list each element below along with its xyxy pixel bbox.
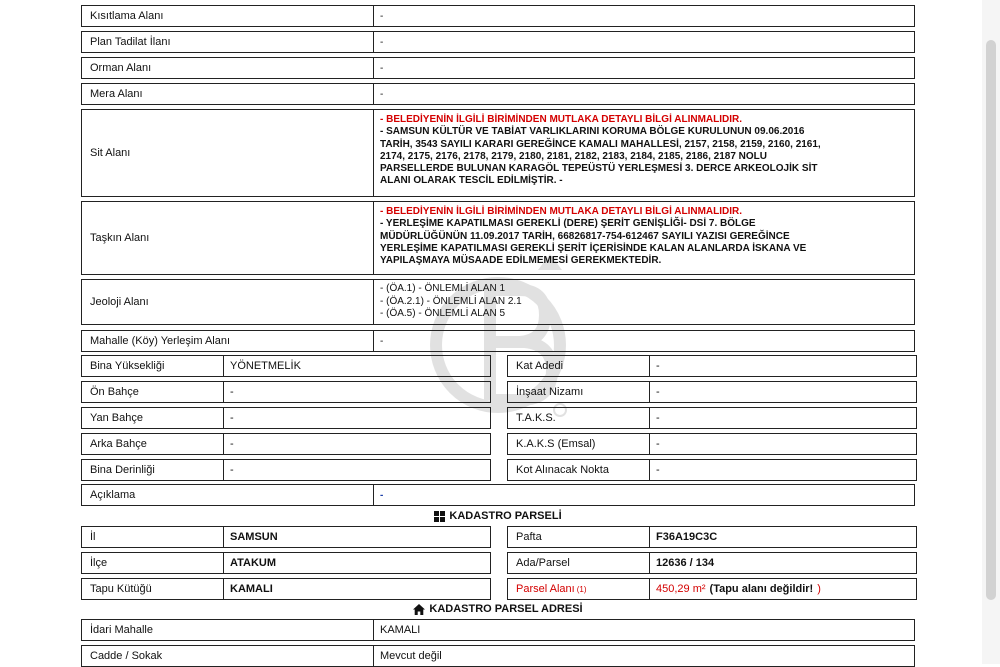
cell-kaks	[507, 433, 917, 455]
cell-ilce	[81, 552, 491, 574]
parsel-alani-note: (Tapu alanı değildir!	[709, 583, 814, 595]
label-yan-bahce: Yan Bahçe	[82, 408, 224, 428]
row-mahalle	[81, 330, 915, 352]
row-sit	[81, 109, 915, 197]
section-title: KADASTRO PARSELİ	[449, 510, 562, 522]
cell-taks	[507, 407, 917, 429]
sit-line: TARİH, 3543 SAYILI KARARI GEREĞİNCE KAMALI MAHALLESİ, 2157, 2158, 2159, 2160, 2161,	[380, 138, 821, 150]
cell-arka-bahce	[81, 433, 491, 455]
label-taks: T.A.K.S.	[508, 408, 650, 428]
value-mahalle: -	[380, 335, 384, 347]
label-sit: Sit Alanı	[82, 110, 374, 196]
sit-line: ALANI OLARAK TESCİL EDİLMİŞTİR. -	[380, 175, 563, 187]
sit-line: - SAMSUN KÜLTÜR VE TABİAT VARLIKLARINI KORUMA BÖLGE KURULUNUN 09.06.2016	[380, 126, 805, 138]
value-pafta: F36A19C3C	[656, 531, 718, 543]
parsel-alani-text: Parsel Alanı	[516, 583, 575, 595]
row-orman	[81, 57, 915, 79]
label-kisitlama: Kısıtlama Alanı	[82, 6, 374, 26]
row-aciklama	[81, 484, 915, 506]
jeoloji-line: - (ÖA.1) - ÖNLEMLİ ALAN 1	[380, 283, 506, 294]
label-mera: Mera Alanı	[82, 84, 374, 104]
cell-bina-derinligi	[81, 459, 491, 481]
value-kaks: -	[656, 438, 660, 450]
value-plan-tadilat: -	[380, 36, 384, 48]
row-jeoloji	[81, 279, 915, 325]
label-il: İl	[82, 527, 224, 547]
section-kadastro-parseli	[81, 507, 915, 525]
label-idari-mahalle: İdari Mahalle	[82, 620, 374, 640]
taskin-warning: - BELEDİYENİN İLGİLİ BİRİMİNDEN MUTLAKA DETAYLI BİLGİ ALINMALIDIR.	[380, 206, 743, 217]
value-parsel-alani	[650, 579, 916, 599]
cell-tapu-kutugu	[81, 578, 491, 600]
label-mahalle: Mahalle (Köy) Yerleşim Alanı	[82, 331, 374, 351]
label-arka-bahce: Arka Bahçe	[82, 434, 224, 454]
value-ilce: ATAKUM	[230, 557, 277, 569]
jeoloji-line: - (ÖA.2.1) - ÖNLEMLİ ALAN 2.1	[380, 295, 522, 307]
cell-bina-yuksekligi	[81, 355, 491, 377]
grid-icon	[434, 511, 445, 522]
taskin-line: YAPILAŞMAYA MÜSAADE EDİLMEMESİ GEREKMEKTEDİR.	[380, 255, 662, 267]
label-tapu-kutugu: Tapu Kütüğü	[82, 579, 224, 599]
value-kot-alinacak-nokta: -	[656, 464, 660, 476]
parsel-alani-close: )	[817, 583, 821, 595]
value-idari-mahalle: KAMALI	[380, 624, 421, 636]
section-title: KADASTRO PARSEL ADRESİ	[429, 603, 583, 615]
scrollbar-track[interactable]	[982, 0, 1000, 664]
row-taskin	[81, 201, 915, 275]
value-aciklama: -	[380, 489, 384, 501]
cell-yan-bahce	[81, 407, 491, 429]
cell-kat-adedi	[507, 355, 917, 377]
value-orman: -	[380, 62, 384, 74]
row-plan-tadilat	[81, 31, 915, 53]
value-bina-yuksekligi: YÖNETMELİK	[230, 360, 301, 372]
taskin-line: MÜDÜRLÜĞÜNÜN 11.09.2017 TARİH, 66826817-754-612467 SAYILI YAZISI GEREĞİNCE	[380, 230, 790, 242]
label-kaks: K.A.K.S (Emsal)	[508, 434, 650, 454]
parsel-alani-value: 450,29 m²	[656, 583, 706, 595]
value-yan-bahce: -	[230, 412, 234, 424]
cell-insaat-nizami	[507, 381, 917, 403]
cell-pafta	[507, 526, 917, 548]
label-kot-alinacak-nokta: Kot Alınacak Nokta	[508, 460, 650, 480]
value-sit	[374, 110, 914, 196]
value-ada-parsel: 12636 / 134	[656, 557, 715, 569]
sit-line: PARSELLERDE BULUNAN KARAGÖL TEPEÜSTÜ YERLEŞMESİ 3. DERCE ARKEOLOJİK SİT	[380, 163, 818, 175]
value-bina-derinligi: -	[230, 464, 234, 476]
jeoloji-line: - (ÖA.5) - ÖNLEMLİ ALAN 5	[380, 308, 506, 319]
cell-ada-parsel	[507, 552, 917, 574]
scrollbar-thumb[interactable]	[986, 40, 996, 600]
label-on-bahce: Ön Bahçe	[82, 382, 224, 402]
cell-kot-alinacak-nokta	[507, 459, 917, 481]
row-idari-mahalle	[81, 619, 915, 641]
cell-on-bahce	[81, 381, 491, 403]
value-arka-bahce: -	[230, 438, 234, 450]
label-plan-tadilat: Plan Tadilat İlanı	[82, 32, 374, 52]
value-taks: -	[656, 412, 660, 424]
sit-line: 2174, 2175, 2176, 2178, 2179, 2180, 2181, 2182, 2183, 2184, 2185, 2186, 2187 NOLU	[380, 150, 767, 162]
value-mera: -	[380, 88, 384, 100]
value-jeoloji	[374, 280, 914, 324]
cell-il	[81, 526, 491, 548]
sit-warning: - BELEDİYENİN İLGİLİ BİRİMİNDEN MUTLAKA DETAYLI BİLGİ ALINMALIDIR.	[380, 114, 743, 125]
taskin-line: - YERLEŞİME KAPATILMASI GEREKLİ (DERE) ŞERİT GENİŞLİĞİ- DSİ 7. BÖLGE	[380, 218, 756, 230]
value-kat-adedi: -	[656, 360, 660, 372]
label-kat-adedi: Kat Adedi	[508, 356, 650, 376]
label-insaat-nizami: İnşaat Nizamı	[508, 382, 650, 402]
value-kisitlama: -	[380, 10, 384, 22]
value-cadde-sokak: Mevcut değil	[380, 650, 442, 662]
home-icon	[413, 604, 425, 615]
label-taskin: Taşkın Alanı	[82, 202, 374, 274]
row-kisitlama	[81, 5, 915, 27]
label-ada-parsel: Ada/Parsel	[508, 553, 650, 573]
label-cadde-sokak: Cadde / Sokak	[82, 646, 374, 666]
label-ilce: İlçe	[82, 553, 224, 573]
value-il: SAMSUN	[230, 531, 278, 543]
label-jeoloji: Jeoloji Alanı	[82, 280, 374, 324]
label-bina-derinligi: Bina Derinliği	[82, 460, 224, 480]
cell-parsel-alani	[507, 578, 917, 600]
label-parsel-alani	[508, 579, 650, 599]
value-insaat-nizami: -	[656, 386, 660, 398]
value-tapu-kutugu: KAMALI	[230, 583, 273, 595]
taskin-line: YERLEŞİME KAPATILMASI GEREKLİ ŞERİT İÇERİSİNDE KALAN ALANLARDA İSKANA VE	[380, 242, 807, 254]
label-pafta: Pafta	[508, 527, 650, 547]
label-aciklama: Açıklama	[82, 485, 374, 505]
label-orman: Orman Alanı	[82, 58, 374, 78]
row-mera	[81, 83, 915, 105]
section-kadastro-parsel-adresi	[81, 600, 915, 618]
value-on-bahce: -	[230, 386, 234, 398]
label-bina-yuksekligi: Bina Yüksekliği	[82, 356, 224, 376]
value-taskin	[374, 202, 914, 274]
parsel-alani-footnote: (1)	[576, 584, 587, 594]
